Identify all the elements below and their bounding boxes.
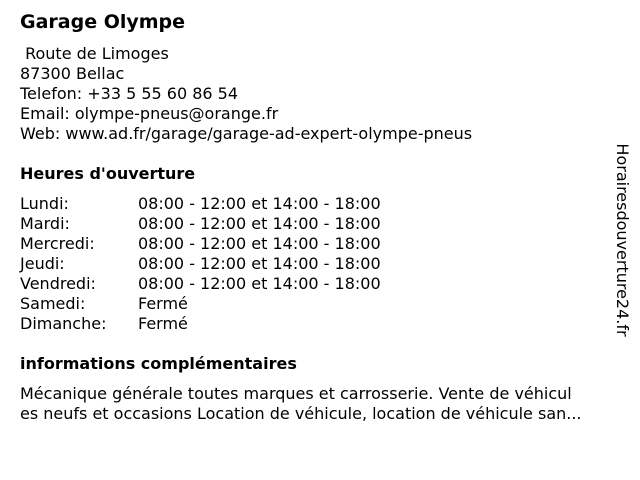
day-label: Jeudi: bbox=[20, 254, 65, 273]
contact-block bbox=[20, 44, 472, 144]
day-hours: Fermé bbox=[138, 294, 188, 313]
day-label: Dimanche: bbox=[20, 314, 107, 333]
phone-number: Telefon: +33 5 55 60 86 54 bbox=[20, 84, 239, 103]
day-hours: Fermé bbox=[138, 314, 188, 333]
day-hours: 08:00 - 12:00 et 14:00 - 18:00 bbox=[138, 214, 381, 233]
day-hours: 08:00 - 12:00 et 14:00 - 18:00 bbox=[138, 234, 381, 253]
info-heading: informations complémentaires bbox=[20, 354, 297, 373]
day-label: Samedi: bbox=[20, 294, 86, 313]
email-address: Email: olympe-pneus@orange.fr bbox=[20, 104, 279, 123]
hours-row bbox=[20, 254, 381, 274]
day-hours: 08:00 - 12:00 et 14:00 - 18:00 bbox=[138, 254, 381, 273]
website-url: Web: www.ad.fr/garage/garage-ad-expert-olympe-pneus bbox=[20, 124, 473, 143]
hours-row bbox=[20, 194, 381, 214]
hours-row bbox=[20, 274, 381, 294]
city-postal: 87300 Bellac bbox=[20, 64, 125, 83]
day-hours: 08:00 - 12:00 et 14:00 - 18:00 bbox=[138, 274, 381, 293]
description-line: es neufs et occasions Location de véhicule, location de véhicule san... bbox=[20, 404, 582, 423]
day-label: Mercredi: bbox=[20, 234, 95, 253]
site-watermark: Horairesdouverture24.fr bbox=[613, 143, 632, 337]
hours-row bbox=[20, 294, 381, 314]
hours-row bbox=[20, 314, 381, 334]
description-line: Mécanique générale toutes marques et carrosserie. Vente de véhicul bbox=[20, 384, 572, 403]
hours-row bbox=[20, 234, 381, 254]
business-name: Garage Olympe bbox=[20, 11, 186, 33]
day-hours: 08:00 - 12:00 et 14:00 - 18:00 bbox=[138, 194, 381, 213]
day-label: Vendredi: bbox=[20, 274, 96, 293]
opening-hours-table bbox=[20, 194, 381, 334]
day-label: Mardi: bbox=[20, 214, 70, 233]
hours-heading: Heures d'ouverture bbox=[20, 164, 196, 183]
hours-row bbox=[20, 214, 381, 234]
day-label: Lundi: bbox=[20, 194, 69, 213]
street-address: Route de Limoges bbox=[20, 44, 169, 63]
business-description bbox=[20, 384, 630, 424]
